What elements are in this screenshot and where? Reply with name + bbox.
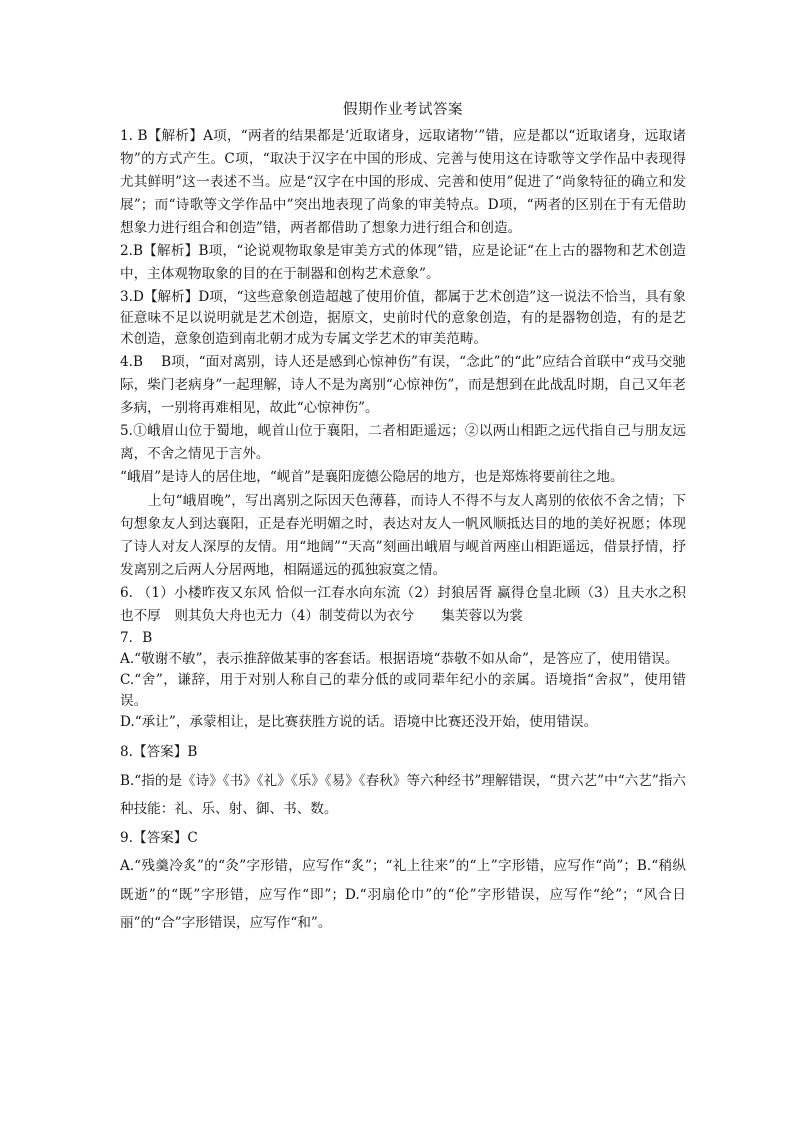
answer-4: 4.B B项，“面对离别，诗人还是感到心惊神伤”有误，“念此”的“此”应结合首联中“戎马交驰际，柴门老病身”一起理解，诗人不是为离别“心惊神伤”，而是想到在此战乱时期，自己又年老多病，一别将再难相见，故此“心惊神伤”。 [120, 354, 686, 416]
answer-8: 8.【答案】B [120, 744, 198, 760]
answer-8-option-b: B.“指的是《诗》《书》《礼》《乐》《易》《春秋》等六种经书”理解错误，“贯六艺”中“六艺”指六种技能：礼、乐、射、御、书、数。 [120, 772, 686, 817]
answer-9: 9.【答案】C [120, 829, 198, 846]
answer-9-detail: A.“残羹冷炙”的“灸”字形错，应写作“炙”；“礼上往来”的“上”字形错，应写作“尚”；B.“稍纵既逝”的“既”字形错，应写作“即”；D.“羽扇伦巾”的“伦”字形错误，应写作“纶”；“风合日丽”的“合”字形错误，应写作“和”。 [120, 858, 686, 931]
answer-document [120, 100, 686, 938]
answer-1: 1. B【解析】A项，“两者的结果都是‘近取诸身，远取诸物’”错，应是都以“近取诸身，远取诸物”的方式产生。C项，“取决于汉字在中国的形成、完善与使用这在诗歌等文学作品中表现得尤其鲜明”这一表述不当。应是“汉字在中国的形成、完善和使用”促进了“尚象特征的确立和发展”；而“诗歌等文学作品中”突出地表现了尚象的审美特点。D项，“两者的区别在于有无借助想象力进行组合和创造”错，两者都借助了想象力进行组合和创造。 [120, 128, 686, 236]
answer-5-detail: 上句“峨眉晚”，写出离别之际因天色薄暮，而诗人不得不与友人离别的依依不舍之情；下句想象友人到达襄阳，正是春光明媚之时，表达对友人一帆风顺抵达目的地的美好祝愿；体现了诗人对友人深厚的友情。用“地阔”“天高”刻画出峨眉与岘首两座山相距遥远，借景抒情，抒发离别之后两人分居两地，相隔遥远的孤独寂寞之情。 [120, 493, 686, 578]
answer-6: 6. （1）小楼昨夜又东风 恰似一江春水向东流（2）封狼居胥 赢得仓皇北顾（3）且夫水之积也不厚 则其负大舟也无力（4）制芰荷以为衣兮 集芙蓉以为裳 [120, 585, 686, 624]
answer-2: 2.B【解析】B项，“论说观物取象是审美方式的体现”错，应是论证“在上古的器物和艺术创造中，主体观物取象的目的在于制器和创构艺术意象”。 [120, 243, 686, 282]
answer-5-note: “峨眉”是诗人的居住地，“岘首”是襄阳庞德公隐居的地方，也是郑炼将要前往之地。 [120, 469, 624, 485]
answer-7-option-d: D.“承让”，承蒙相让，是比赛获胜方说的话。语境中比赛还没开始，使用错误。 [120, 714, 598, 730]
answer-3: 3.D【解析】D项，“这些意象创造超越了使用价值，都属于艺术创造”这一说法不恰当，具有象征意味不足以说明就是艺术创造，据原文，史前时代的意象创造，有的是器物创造，有的是艺术创造，意象创造到南北朝才成为专属文学艺术的审美范畴。 [120, 289, 686, 347]
answer-7-option-a: A.“敬谢不敏”，表示推辞做某事的客套话。根据语境“恭敬不如从命”，是答应了，使用错误。 [120, 651, 679, 667]
answer-5: 5.①峨眉山位于蜀地，岘首山位于襄阳，二者相距遥远；②以两山相距之远代指自己与朋友远离，不舍之情见于言外。 [120, 423, 686, 462]
answer-7: 7．B [120, 630, 153, 646]
answer-7-option-c: C.“舍”，谦辞，用于对别人称自己的辈分低的或同辈年纪小的亲属。语境指“舍叔”，使用错误。 [120, 672, 686, 709]
document-title: 假期作业考试答案 [343, 102, 463, 118]
